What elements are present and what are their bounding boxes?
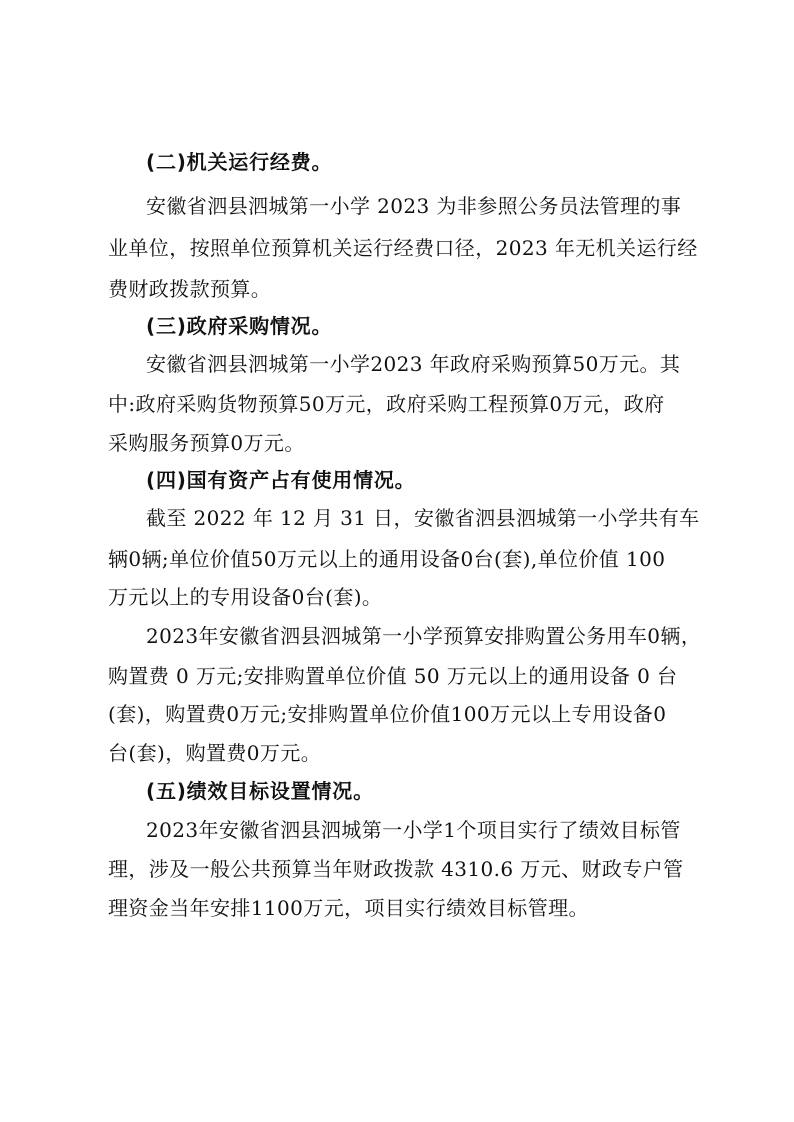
paragraph-line: 中:政府采购货物预算50万元，政府采购工程预算0万元，政府 [108,392,665,416]
paragraph-line: 采购服务预算0万元。 [108,431,305,455]
paragraph-line: 2023年安徽省泗县泗城第一小学预算安排购置公务用车0辆， [146,624,702,648]
paragraph-line: 费财政拨款预算。 [108,277,272,301]
section-heading-5: (五)绩效目标设置情况。 [146,779,374,803]
paragraph-line: 安徽省泗县泗城第一小学2023 年政府采购预算50万元。其 [146,352,681,376]
section-heading-3: (三)政府采购情况。 [146,314,333,338]
paragraph-line: 2023年安徽省泗县泗城第一小学1个项目实行了绩效目标管 [146,818,681,842]
paragraph-line: 理，涉及一般公共预算当年财政拨款 4310.6 万元、财政专户管 [108,857,684,881]
paragraph-line: 万元以上的专用设备0台(套)。 [108,585,383,609]
section-heading-4: (四)国有资产占有使用情况。 [146,468,416,492]
paragraph-line: 理资金当年安排1100万元，项目实行绩效目标管理。 [108,896,589,920]
paragraph-line: 安徽省泗县泗城第一小学 2023 为非参照公务员法管理的事 [146,194,682,218]
paragraph-line: 截至 2022 年 12 月 31 日，安徽省泗县泗城第一小学共有车 [146,506,700,530]
section-heading-2: (二)机关运行经费。 [146,150,333,174]
paragraph-line: (套)，购置费0万元;安排购置单位价值100万元以上专用设备0 [108,702,667,726]
paragraph-line: 台(套)，购置费0万元。 [108,741,322,765]
paragraph-line: 辆0辆;单位价值50万元以上的通用设备0台(套),单位价值 100 [108,547,666,571]
paragraph-line: 购置费 0 万元;安排购置单位价值 50 万元以上的通用设备 0 台 [108,664,678,688]
paragraph-line: 业单位，按照单位预算机关运行经费口径，2023 年无机关运行经 [108,236,698,260]
